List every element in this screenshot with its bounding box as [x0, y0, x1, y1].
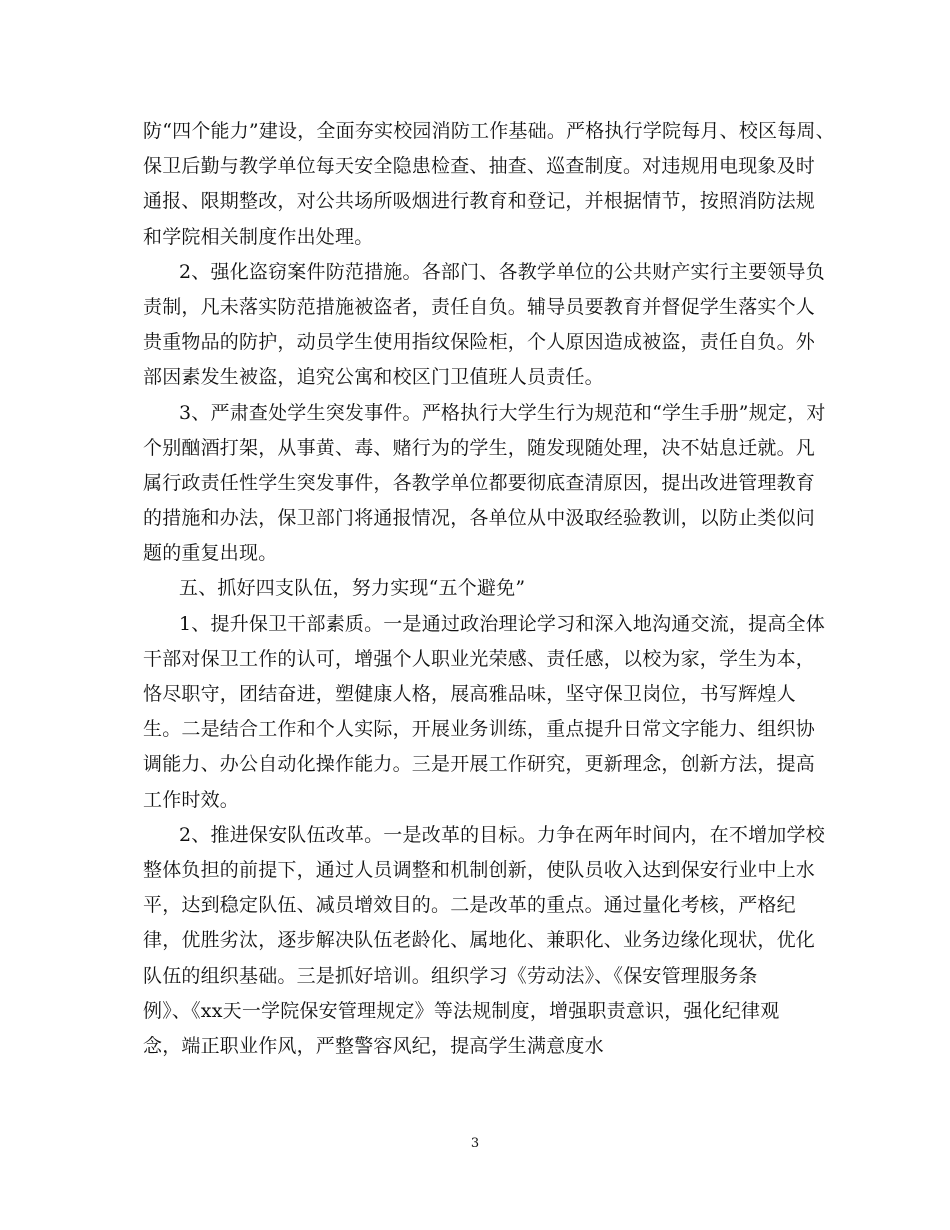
text-line: 整体负担的前提下，通过人员调整和机制创新，使队员收入达到保安行业中上水 — [143, 858, 816, 881]
text-line: 念，端正职业作风，严整警容风纪，提高学生满意度水 — [143, 1034, 604, 1057]
text-line: 律，优胜劣汰，逐步解决队伍老龄化、属地化、兼职化、业务边缘化现状，优化 — [143, 929, 816, 952]
text-line: 例》、《xx天一学院保安管理规定》等法规制度，增强职责意识，强化纪律观 — [143, 999, 780, 1022]
text-line: 平，达到稳定队伍、减员增效目的。二是改革的重点。通过量化考核，严格纪 — [143, 894, 796, 917]
text-line: 和学院相关制度作出处理。 — [143, 225, 374, 248]
text-line: 3、严肃查处学生突发事件。严格执行大学生行为规范和“学生手册”规定，对 — [179, 401, 826, 424]
text-line: 五、抓好四支队伍，努力实现“五个避免” — [179, 577, 526, 600]
text-line: 的措施和办法，保卫部门将通报情况，各单位从中汲取经验教训，以防止类似问 — [143, 507, 816, 530]
text-line: 生。二是结合工作和个人实际，开展业务训练，重点提升日常文字能力、组织协 — [143, 718, 816, 741]
page-number: 3 — [470, 1136, 480, 1151]
text-line: 2、强化盗窃案件防范措施。各部门、各教学单位的公共财产实行主要领导负 — [179, 260, 825, 283]
text-line: 1、提升保卫干部素质。一是通过政治理论学习和深入地沟通交流，提高全体 — [179, 612, 825, 635]
text-line: 贵重物品的防护，动员学生使用指纹保险柜，个人原因造成被盗，责任自负。外 — [143, 331, 816, 354]
text-line: 个别酗酒打架，从事黄、毒、赌行为的学生，随发现随处理，决不姑息迁就。凡 — [143, 436, 816, 459]
text-line: 防“四个能力”建设，全面夯实校园消防工作基础。严格执行学院每月、校区每周、 — [143, 120, 835, 142]
text-line: 通报、限期整改，对公共场所吸烟进行教育和登记，并根据情节，按照消防法规 — [143, 190, 816, 213]
text-line: 属行政责任性学生突发事件，各教学单位都要彻底查清原因，提出改进管理教育 — [143, 471, 816, 494]
text-line: 责制，凡未落实防范措施被盗者，责任自负。辅导员要教育并督促学生落实个人 — [143, 295, 816, 318]
text-line: 题的重复出现。 — [143, 542, 278, 565]
text-line: 恪尽职守，团结奋进，塑健康人格，展高雅品味，坚守保卫岗位，书写辉煌人 — [143, 683, 796, 705]
text-line: 队伍的组织基础。三是抓好培训。组织学习《劳动法》、《保安管理服务条 — [143, 964, 758, 987]
text-line: 保卫后勤与教学单位每天安全隐患检查、抽查、巡查制度。对违规用电现象及时 — [143, 155, 816, 178]
text-line: 干部对保卫工作的认可，增强个人职业光荣感、责任感，以校为家，学生为本， — [143, 647, 816, 670]
text-line: 工作时效。 — [143, 788, 240, 811]
body-text — [143, 114, 835, 1064]
text-line: 调能力、办公自动化操作能力。三是开展工作研究，更新理念，创新方法，提高 — [143, 753, 816, 776]
text-line: 部因素发生被盗，追究公寓和校区门卫值班人员责任。 — [143, 366, 604, 389]
text-line: 2、推进保安队伍改革。一是改革的目标。力争在两年时间内，在不增加学校 — [179, 823, 825, 846]
